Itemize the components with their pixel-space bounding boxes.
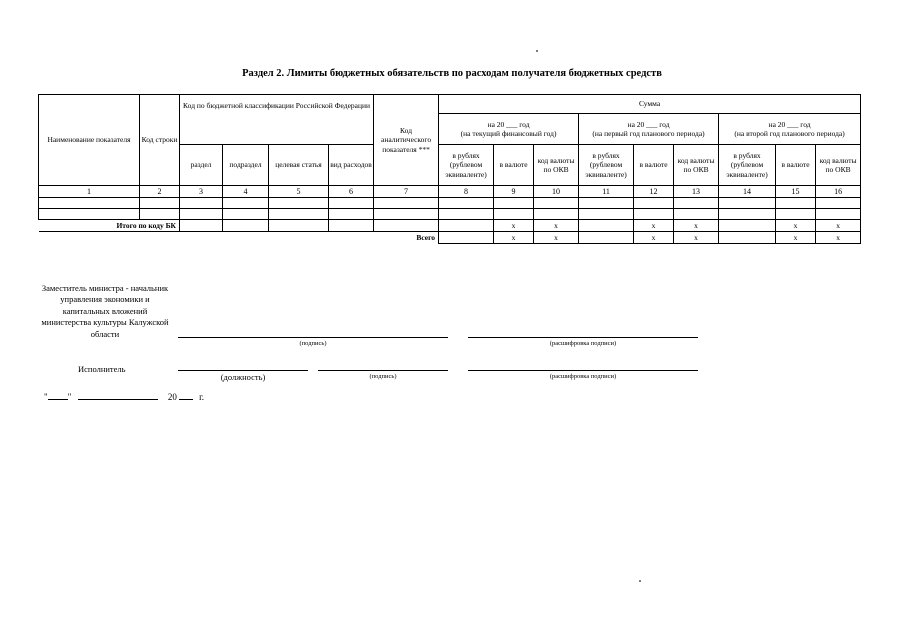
header-okv-2: код валюты по ОКВ [674,145,719,186]
column-number: 16 [816,186,861,198]
period-current-year: на 20 ___ год [487,119,530,129]
column-number: 10 [534,186,579,198]
table-row [39,198,861,209]
section-title: Раздел 2. Лимиты бюджетных обязательств по расходам получателя бюджетных средств [242,68,662,79]
header-rub-1: в рублях (рублевом эквиваленте) [439,145,494,186]
table-row [39,209,861,220]
header-period-plan2 [719,114,861,145]
header-okv-3: код валюты по ОКВ [816,145,861,186]
x-mark: x [816,220,861,232]
column-number: 5 [269,186,329,198]
header-okv-1: код валюты по ОКВ [534,145,579,186]
header-period-plan1 [579,114,719,145]
itog-label: Итого по коду БК [39,220,180,232]
column-number: 15 [776,186,816,198]
period-plan1-desc: (на первый год планового периода) [592,129,705,138]
header-bk-code: Код по бюджетной классификации Российской Федерации [180,95,374,145]
date-year-suffix: г. [199,392,205,402]
date-line [44,392,204,402]
header-analytic-code: Код аналитического показателя *** [374,95,439,186]
executor-decode-line [468,370,698,371]
date-month-blank [78,399,158,400]
header-line-code: Код строки [140,95,180,186]
official-position: Заместитель министра - начальник управления экономики и капитальных вложений министерства культуры Калужской области [41,283,169,339]
column-number: 12 [634,186,674,198]
date-day-blank [48,399,68,400]
header-sum: Сумма [439,95,861,114]
executor-sign-caption: (подпись) [369,373,397,380]
x-mark: x [534,220,579,232]
column-number: 1 [39,186,140,198]
date-year-blank [179,399,193,400]
period-plan1-year: на 20 ___ год [627,119,670,129]
header-bk-target: целевая статья [269,145,329,186]
header-currency-2: в валюте [634,145,674,186]
column-number: 14 [719,186,776,198]
column-number: 2 [140,186,180,198]
period-plan2-desc: (на второй год планового периода) [734,129,845,138]
scan-speck [639,580,641,582]
header-currency-3: в валюте [776,145,816,186]
itog-row [39,220,861,232]
total-row [39,232,861,244]
x-mark: x [494,232,534,244]
x-mark: x [534,232,579,244]
executor-position-line [178,370,308,371]
period-plan2-year: на 20 ___ год [768,119,811,129]
x-mark: x [674,220,719,232]
x-mark: x [494,220,534,232]
date-year-prefix: 20 [167,392,177,402]
official-sign-line [178,337,448,338]
header-indicator-name: Наименование показателя [39,95,140,186]
executor-sign-line [318,370,448,371]
column-number: 11 [579,186,634,198]
header-bk-subsection: подраздел [223,145,269,186]
column-number: 9 [494,186,534,198]
column-number: 6 [329,186,374,198]
limits-table [38,94,861,244]
date-open-quote: " [44,392,48,402]
executor-position-caption: (должность) [220,372,266,382]
header-rub-2: в рублях (рублевом эквиваленте) [579,145,634,186]
scan-speck [536,50,538,52]
header-bk-expense-type: вид расходов [329,145,374,186]
column-number: 3 [180,186,223,198]
executor-label: Исполнитель [78,364,126,374]
header-rub-3: в рублях (рублевом эквиваленте) [719,145,776,186]
period-current-desc: (на текущий финансовый год) [460,129,557,138]
column-number: 13 [674,186,719,198]
x-mark: x [634,220,674,232]
column-number: 8 [439,186,494,198]
official-sign-caption: (подпись) [299,340,327,347]
x-mark: x [674,232,719,244]
column-number: 7 [374,186,439,198]
date-close-quote: " [67,392,72,402]
official-decode-caption: (расшифровка подписи) [549,340,617,347]
header-bk-section: раздел [180,145,223,186]
x-mark: x [816,232,861,244]
x-mark: x [634,232,674,244]
column-number: 4 [223,186,269,198]
header-currency-1: в валюте [494,145,534,186]
column-numbers-row [39,186,861,198]
official-decode-line [468,337,698,338]
x-mark: x [776,232,816,244]
total-label: Всего [416,233,436,243]
executor-decode-caption: (расшифровка подписи) [549,373,617,380]
header-period-current [439,114,579,145]
x-mark: x [776,220,816,232]
